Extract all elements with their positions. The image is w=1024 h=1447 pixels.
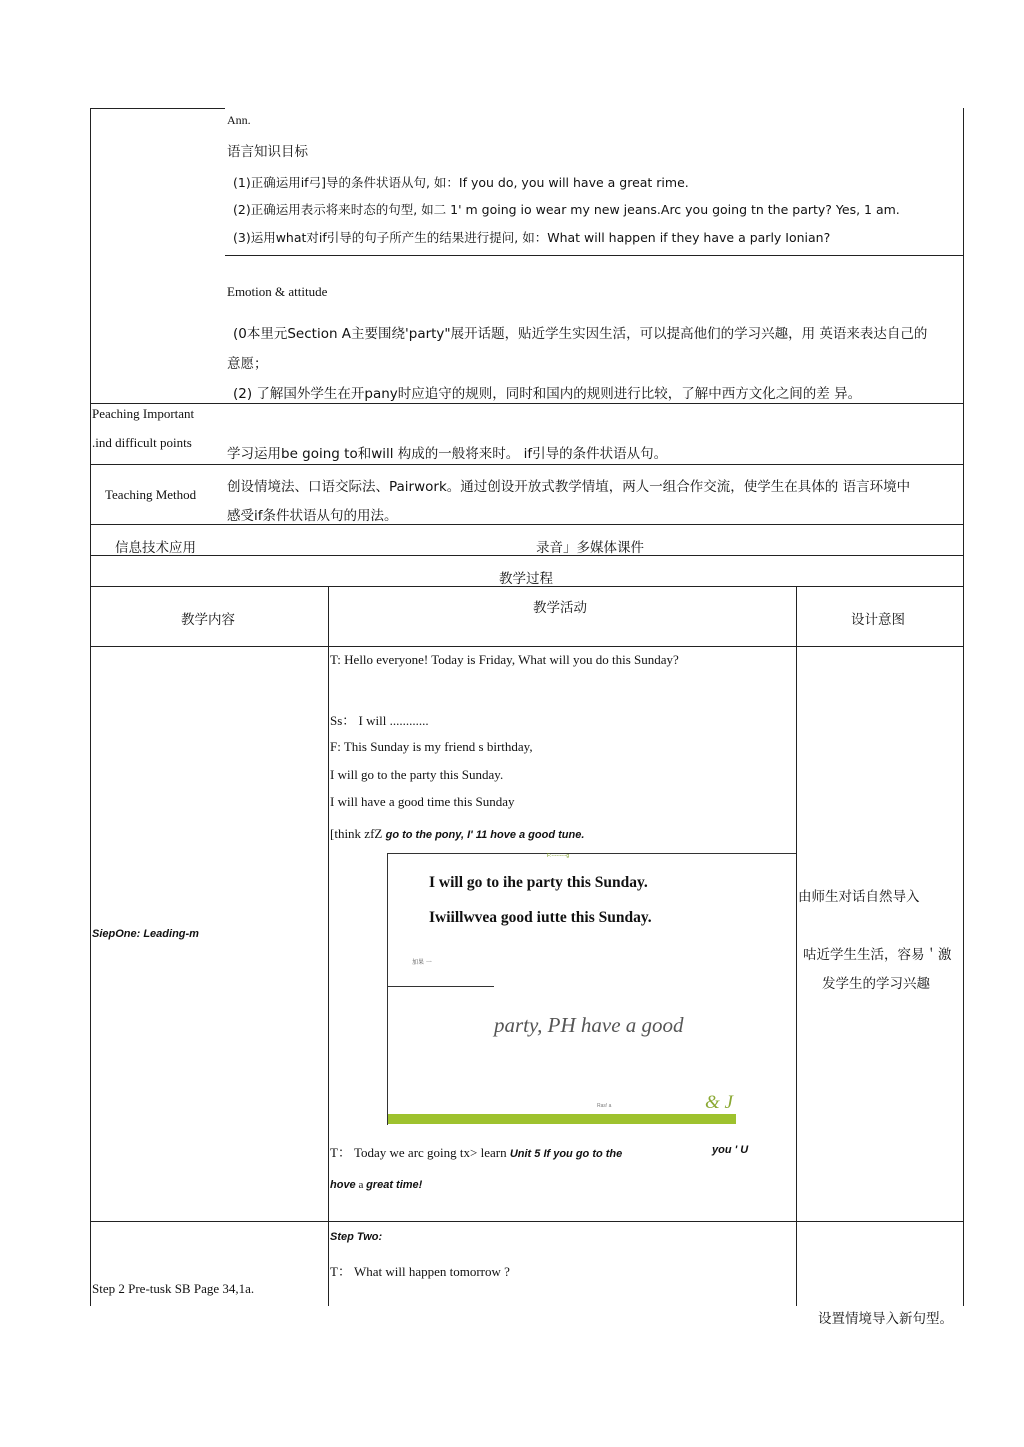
intent-line: 发学生的学习兴趣 — [822, 976, 930, 992]
lang-item: (1)正确运用if弓]导的条件状语从句, 如：If you do, you will have a great rime. — [233, 175, 689, 190]
rule — [90, 108, 225, 109]
slide-border-top — [387, 853, 796, 854]
learn-a: a — [355, 1179, 367, 1191]
lang-title: 语言知识目标 — [227, 144, 308, 160]
ann-text: Ann. — [227, 113, 251, 127]
dialog-line: I will have a good time this Sunday — [330, 794, 515, 809]
think-line — [330, 823, 584, 842]
learn-line2 — [330, 1173, 422, 1192]
slide-image — [387, 853, 796, 1125]
dialog-line: T: Hello everyone! Today is Friday, What will you do this Sunday? — [330, 652, 679, 667]
method-value: 感受if条件状语从句的用法。 — [227, 508, 398, 524]
slide-big-text: party, PH have a good — [494, 1013, 684, 1037]
rule — [90, 108, 91, 1306]
method-label: Teaching Method — [105, 487, 197, 502]
emotion-title: Emotion & attitude — [227, 284, 328, 299]
important-label: Peaching Important — [92, 406, 195, 421]
dialog-line: I will go to the party this Sunday. — [330, 767, 504, 782]
think-bold: go to the pony, I' 11 hove a good tune. — [385, 829, 585, 841]
dialog-line: F: This Sunday is my friend s birthday, — [330, 739, 533, 754]
emotion-item: (2) 了解国外学生在开pany时应追守的规则，同时和国内的规则进行比较，了解中西方文化之间的差 异。 — [233, 386, 862, 402]
slide-tiny: Ras! a — [597, 1103, 612, 1109]
slide-top-mark: F:---------g — [547, 853, 570, 859]
rule — [90, 646, 964, 647]
emotion-item: 意愿； — [227, 356, 268, 372]
slide-green-bar — [388, 1114, 736, 1124]
tech-label: 信息技术应用 — [115, 540, 196, 556]
step2-label: Step 2 Pre-tusk SB Page 34,1a. — [92, 1281, 255, 1296]
rule — [90, 524, 964, 525]
step2-title: Step Two: — [330, 1231, 383, 1243]
lang-item: (2)正确运用表示将来时态的句型, 如二 1' m going io wear my new jeans.Arc you going tn the party? Yes, 1 am. — [233, 202, 900, 217]
learn-bold2: you ' U — [712, 1144, 749, 1156]
important-value: 学习运用be going to和will 构成的一般将来时。 if引导的条件状语从句。 — [227, 446, 668, 462]
rule — [90, 403, 964, 404]
rule — [328, 586, 329, 1306]
learn-prefix: T： Today we arc going tx> learn — [330, 1145, 510, 1160]
step2-intent: 设置情境导入新句型。 — [818, 1311, 953, 1327]
slide-border-left — [387, 853, 388, 1125]
emotion-item: (0本里元Section A主要围绕'party"展开话题，贴近学生实因生活，可以提高他们的学习兴趣，用 英语来表达自己的 — [233, 326, 928, 342]
slide-line2: Iwiillwvea good iutte this Sunday. — [429, 909, 652, 926]
tech-value: 录音」多媒体课件 — [536, 540, 644, 556]
slide-corner: & J — [705, 1092, 733, 1113]
step2-line: T： What will happen tomorrow ? — [330, 1264, 510, 1279]
learn-line — [330, 1142, 622, 1161]
rule — [90, 1221, 964, 1222]
learn-great: great time! — [366, 1179, 423, 1191]
dialog-line: Ss： I will ............ — [330, 713, 429, 728]
learn-hove: hove — [330, 1179, 356, 1191]
lang-item: (3)运用what对if引导的句子所产生的结果进行提问, 如：What will happen if they have a parly Ionian? — [233, 230, 831, 245]
process-title: 教学过程 — [499, 571, 553, 587]
slide-line1: I will go to ihe party this Sunday. — [429, 874, 648, 891]
rule — [796, 586, 797, 1306]
intent-line: 咕近学生生活，容易＇激 — [803, 947, 952, 963]
rule — [90, 555, 964, 556]
rule — [963, 108, 964, 1306]
learn-bold: Unit 5 If you go to the — [509, 1148, 623, 1160]
rule — [90, 464, 964, 465]
method-value: 创设情境法、口语交际法、Pairwork。通过创设开放式教学情埴，两人一组合作交流，使学生在具体的 语言环境中 — [227, 479, 911, 495]
header-content: 教学内容 — [181, 612, 235, 628]
rule — [225, 255, 964, 256]
think-prefix: [think zfZ — [330, 826, 386, 841]
important-label: .ind difficult points — [92, 435, 192, 450]
header-intent: 设计意图 — [851, 612, 905, 628]
slide-divider — [387, 986, 494, 987]
step1-label: SiepOne: Leading-m — [92, 928, 199, 940]
intent-line: 由师生对话自然导入 — [798, 889, 920, 905]
slide-small-mark: 加果 一 — [412, 959, 432, 966]
header-activity: 教学活动 — [533, 600, 587, 616]
